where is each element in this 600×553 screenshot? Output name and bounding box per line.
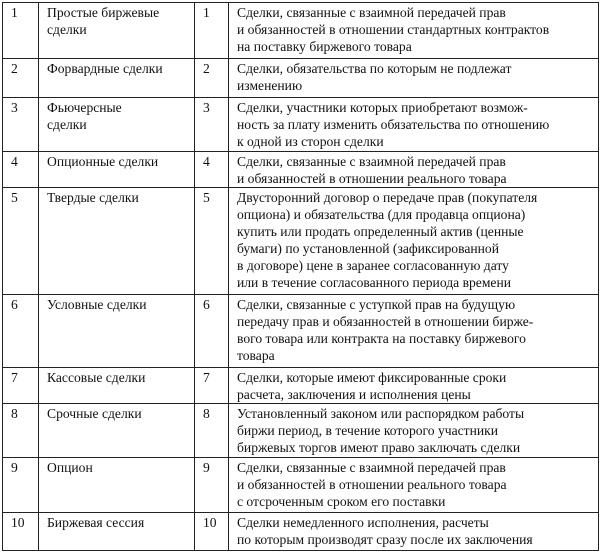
- definition-cell: Установленный законом или распорядком работы биржи период, в течение которого участники биржевых торгов имеют право заключать сделки: [229, 403, 599, 457]
- table-row: [3, 59, 599, 97]
- term-cell: Форвардные сделки: [39, 59, 195, 97]
- definition-cell: Сделки, связанные с взаимной передачей прав и обязанностей в отношении реального товара с отсроченным сроком его поставки: [229, 458, 599, 512]
- right-number-cell: 8: [195, 403, 229, 457]
- definition-cell: Сделки, связанные с уступкой прав на будущую передачу прав и обязанностей в отношении бирже- вого товара или контракта на поставку биржевого товара: [229, 295, 599, 368]
- right-number-cell: 4: [195, 152, 229, 188]
- right-number-cell: 2: [195, 59, 229, 97]
- term-cell: Опцион: [39, 458, 195, 512]
- right-number-cell: 10: [195, 512, 229, 550]
- right-number-cell: 5: [195, 188, 229, 295]
- term-cell: Срочные сделки: [39, 403, 195, 457]
- term-cell: Биржевая сессия: [39, 512, 195, 550]
- right-number-cell: 1: [195, 3, 229, 59]
- term-cell: Твердые сделки: [39, 188, 195, 295]
- left-number-cell: 1: [3, 3, 39, 59]
- definition-cell: Сделки, обязательства по которым не подлежат изменению: [229, 59, 599, 97]
- left-number-cell: 2: [3, 59, 39, 97]
- left-number-cell: 4: [3, 152, 39, 188]
- left-number-cell: 3: [3, 97, 39, 151]
- table-row: [3, 403, 599, 457]
- term-cell: Опционные сделки: [39, 152, 195, 188]
- left-number-cell: 8: [3, 403, 39, 457]
- left-number-cell: 10: [3, 512, 39, 550]
- left-number-cell: 5: [3, 188, 39, 295]
- matching-table: [2, 2, 599, 551]
- definition-cell: Сделки немедленного исполнения, расчеты по которым производят сразу после их заключения: [229, 512, 599, 550]
- definition-cell: Сделки, связанные с взаимной передачей прав и обязанностей в отношении стандартных контрактов на поставку биржевого товара: [229, 3, 599, 59]
- right-number-cell: 7: [195, 367, 229, 403]
- term-cell: Простые биржевые сделки: [39, 3, 195, 59]
- table-row: [3, 512, 599, 550]
- table-row: [3, 188, 599, 295]
- table-row: [3, 3, 599, 59]
- definition-cell: Сделки, которые имеют фиксированные сроки расчета, заключения и исполнения цены: [229, 367, 599, 403]
- definition-cell: Сделки, связанные с взаимной передачей прав и обязанностей в отношении реального товара: [229, 152, 599, 188]
- term-cell: Условные сделки: [39, 295, 195, 368]
- right-number-cell: 6: [195, 295, 229, 368]
- term-cell: Фьючерсные сделки: [39, 97, 195, 151]
- right-number-cell: 3: [195, 97, 229, 151]
- definition-cell: Сделки, участники которых приобретают возмож- ность за плату изменить обязательства по отношению к одной из сторон сделки: [229, 97, 599, 151]
- left-number-cell: 7: [3, 367, 39, 403]
- left-number-cell: 9: [3, 458, 39, 512]
- table-row: [3, 367, 599, 403]
- definition-cell: Двусторонний договор о передаче прав (покупателя опциона) и обязательства (для продавца опциона) купить или продать определенный актив (ценные бумаги) по установленной (зафиксированной в договоре) цене в заранее согласованную дату или в течение согласованного периода времени: [229, 188, 599, 295]
- table-row: [3, 152, 599, 188]
- term-cell: Кассовые сделки: [39, 367, 195, 403]
- right-number-cell: 9: [195, 458, 229, 512]
- table-row: [3, 97, 599, 151]
- left-number-cell: 6: [3, 295, 39, 368]
- table-row: [3, 295, 599, 368]
- table-row: [3, 458, 599, 512]
